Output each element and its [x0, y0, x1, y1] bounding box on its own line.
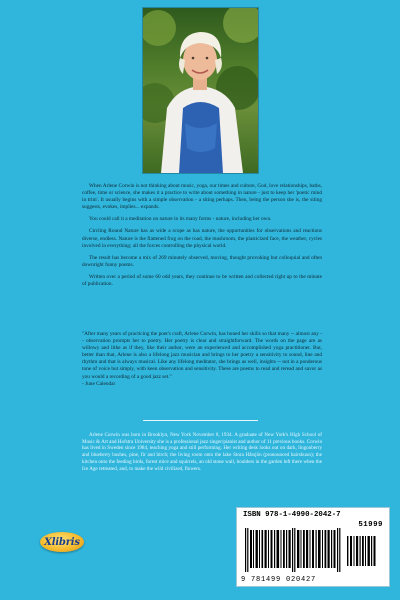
- quote-attribution: - June Calendar: [82, 380, 116, 387]
- isbn-barcode: [236, 507, 390, 587]
- book-description: [82, 183, 322, 293]
- author-bio: [82, 432, 322, 472]
- author-photo: [143, 8, 258, 173]
- description-paragraph: Circling Round Nature has as wide a scope as has nature, the opportunities for observations and reactions diverse, endless. Nature is the flattened frog on the road, the mushroom, the plasticized face, the weather, cycles involved in everything; all the forces controlling the physical world.: [82, 228, 322, 249]
- bio-text: Arlene Corwin was born in Brooklyn, New York November 8, 1934. A graduate of New York's High School of Music & Art and Hofstra University she is a professional jazz singer/pianist and author of 11 previous books. Corwin has lived in Sweden since 1984, teaching yoga and still performing. Her writing desk looks out on dark, lingonberry and blueberry bushes, pine, fir and birch; the living room onto the lake Stora Hårsjön (pronounced hairshuun); the kitchen onto the feeding birds, forest mice and squirrels, an old stone wall, boulders in the garden left there when the Ice Age retreated, and, to make the wild civilized, flowers.: [82, 432, 322, 472]
- description-paragraph: When Arlene Corwin is not thinking about music, yoga, our times and culture, God, love relationships, baths, coffee, time or science, she makes it a practice to write about something in nature - just to keep her 'poetic mind in trim'. It usually begins with a simple observation - a siting perhaps. Then, being the person she is, the siting suggests, evokes, implies... expands.: [82, 183, 322, 211]
- description-paragraph: The result has become a mix of 269 minutely observed, moving, thought provoking but colloquial and often downright funny poems.: [82, 254, 322, 268]
- barcode-digits: 9 781499 020427: [241, 576, 317, 584]
- publisher-logo-text: Xlibris: [44, 536, 80, 548]
- barcode-bars: [243, 520, 383, 572]
- publisher-logo: [40, 532, 84, 552]
- price-code: 51999: [358, 521, 383, 529]
- description-paragraph: You could call it a meditation on nature in its many forms - nature, including her own.: [89, 216, 272, 223]
- isbn-number: ISBN 978-1-4990-2042-7: [243, 511, 341, 519]
- description-paragraph: Written over a period of some 60 odd years, they continue to be written and collected right up to the minute of publication.: [82, 273, 322, 288]
- quote-text: "After many years of practicing the poet's craft, Arlene Corwin, has honed her skills so that many -- almost any -- observation prompts her to poetry. Her poetry is clear and straightforward. The words on the page are as willowy and lithe as if they, like their author, were an experienced and accomplished yoga practitioner. But, better than that, Arlene is also a lifelong jazz musician and brings to her poetry a sensitivity to sound, line and rhythm and that is always musical. Like any lifelong meditator, she brings as well, insights -- not in a ponderous tone of voice but simply, with keen observation and sensitivity. These are poems to read and reread and savor as you would a recording of a good jazz set.": [82, 331, 322, 380]
- section-divider: [143, 420, 258, 421]
- review-quote: [82, 331, 322, 388]
